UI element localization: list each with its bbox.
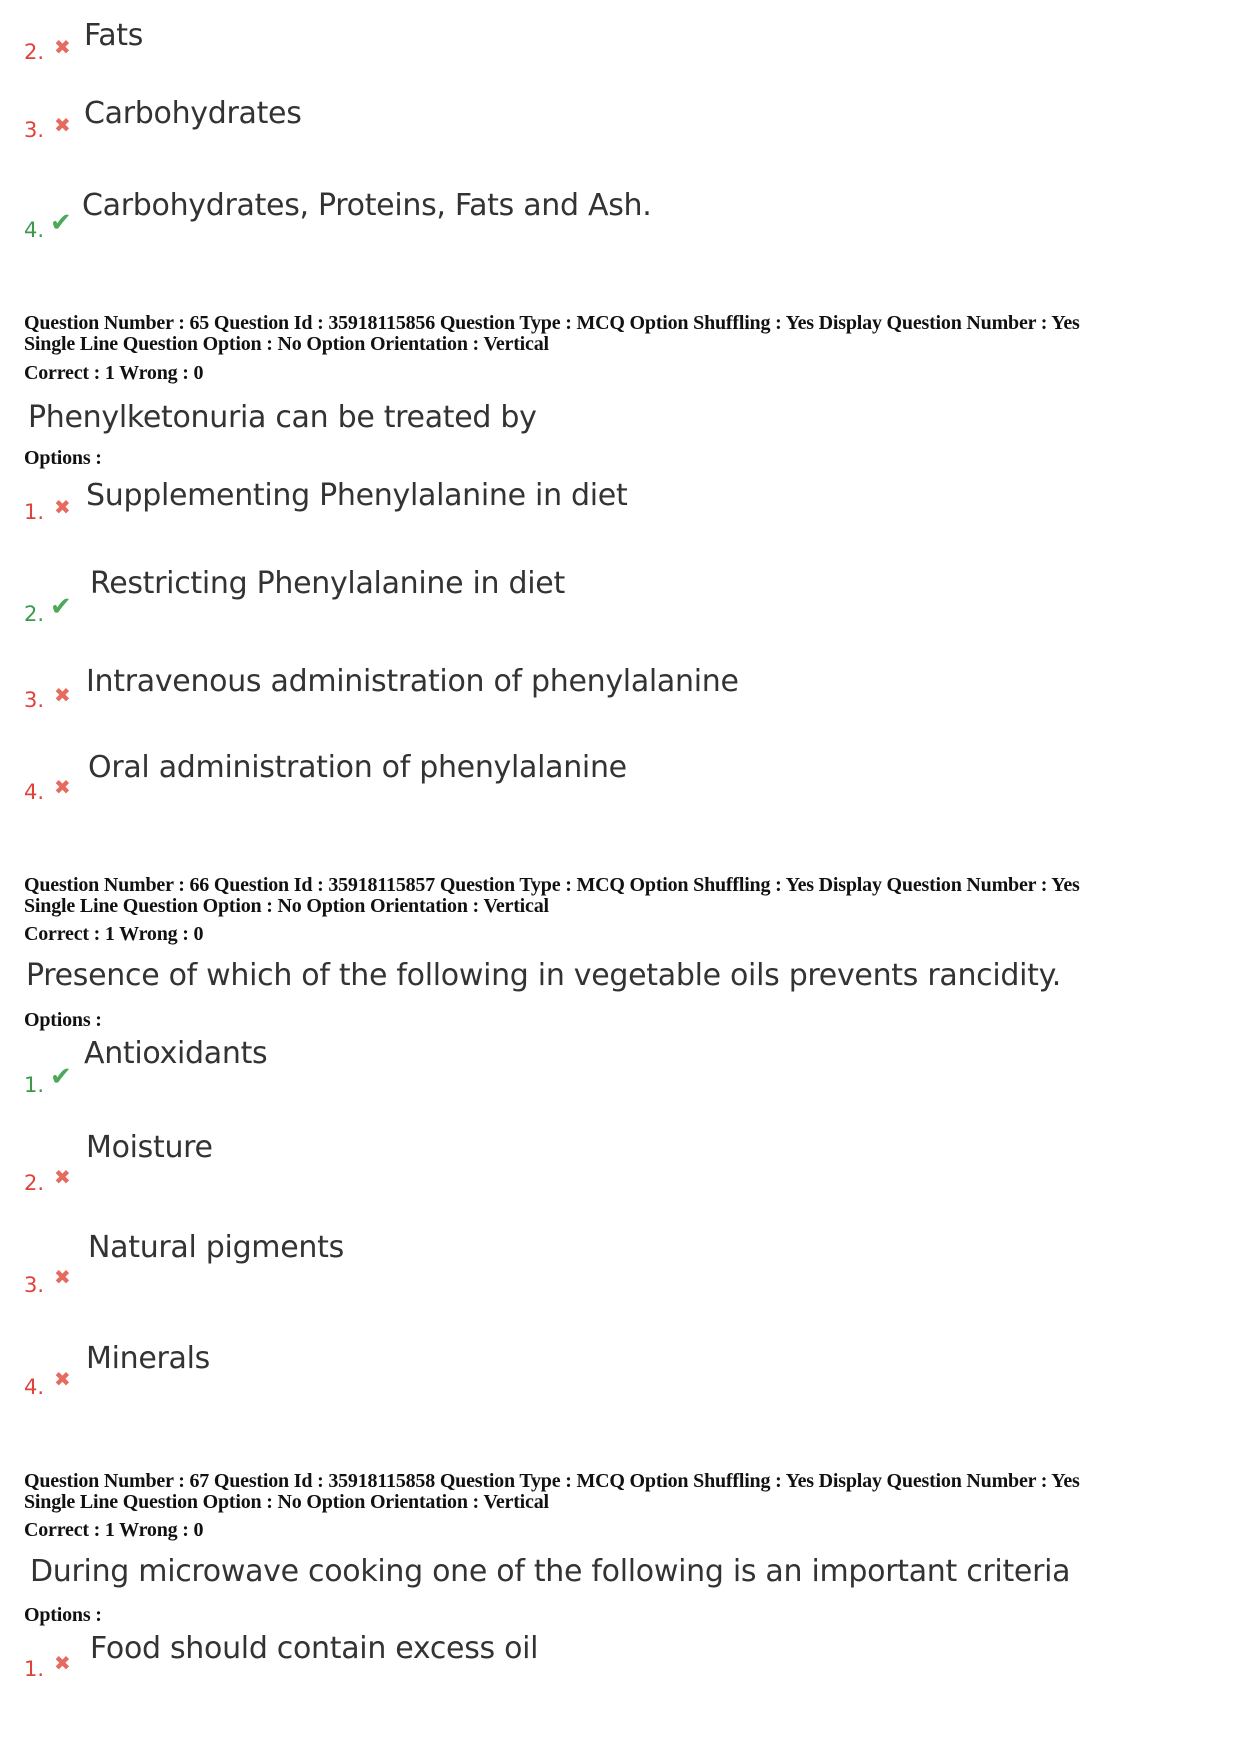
option-number: 1. [24,1657,45,1681]
question-meta: Question Number : 66 Question Id : 35918115857 Question Type : MCQ Option Shuffling : Yes Display Question Number : Yes [24,874,1080,896]
option-text: Supplementing Phenylalanine in diet [86,478,628,513]
option-text: Carbohydrates [84,96,302,131]
question-text: Presence of which of the following in vegetable oils prevents rancidity. [26,958,1062,993]
cross-mark-icon: ✖ [54,115,71,137]
cross-mark-icon: ✖ [54,1369,71,1391]
cross-mark-icon: ✖ [54,37,71,59]
cross-mark-icon: ✖ [54,1653,71,1675]
check-mark-icon: ✔ [50,1061,72,1091]
question-meta-line2: Single Line Question Option : No Option Orientation : Vertical [24,895,549,917]
question-text: During microwave cooking one of the following is an important criteria [30,1554,1071,1589]
option-number: 2. [24,40,45,64]
question-text: Phenylketonuria can be treated by [28,400,537,435]
cross-mark-icon: ✖ [54,685,71,707]
option-text: Restricting Phenylalanine in diet [90,566,565,601]
option-text: Natural pigments [88,1230,344,1265]
option-number: 4. [24,780,45,804]
option-text: Antioxidants [84,1036,268,1071]
option-text: Food should contain excess oil [90,1631,539,1666]
cross-mark-icon: ✖ [54,1267,71,1289]
question-meta: Question Number : 65 Question Id : 35918115856 Question Type : MCQ Option Shuffling : Yes Display Question Number : Yes [24,312,1080,334]
marks: Correct : 1 Wrong : 0 [24,923,204,945]
cross-mark-icon: ✖ [54,777,71,799]
option-text: Oral administration of phenylalanine [88,750,627,785]
question-meta-line2: Single Line Question Option : No Option Orientation : Vertical [24,1491,549,1513]
options-label: Options : [24,1604,102,1626]
option-text: Intravenous administration of phenylalanine [86,664,739,699]
check-mark-icon: ✔ [50,591,72,621]
option-text: Carbohydrates, Proteins, Fats and Ash. [82,188,652,223]
option-number: 4. [24,218,45,242]
question-meta: Question Number : 67 Question Id : 35918115858 Question Type : MCQ Option Shuffling : Yes Display Question Number : Yes [24,1470,1080,1492]
option-number: 1. [24,500,45,524]
option-number: 2. [24,1171,45,1195]
option-number: 3. [24,118,45,142]
option-number: 2. [24,602,45,626]
check-mark-icon: ✔ [50,207,72,237]
cross-mark-icon: ✖ [54,1167,71,1189]
option-number: 1. [24,1073,45,1097]
options-label: Options : [24,1009,102,1031]
option-text: Fats [84,18,144,53]
marks: Correct : 1 Wrong : 0 [24,362,204,384]
option-text: Minerals [86,1341,210,1376]
options-label: Options : [24,447,102,469]
cross-mark-icon: ✖ [54,497,71,519]
option-text: Moisture [86,1130,213,1165]
marks: Correct : 1 Wrong : 0 [24,1519,204,1541]
option-number: 3. [24,1273,45,1297]
question-meta-line2: Single Line Question Option : No Option Orientation : Vertical [24,333,549,355]
option-number: 3. [24,688,45,712]
option-number: 4. [24,1375,45,1399]
